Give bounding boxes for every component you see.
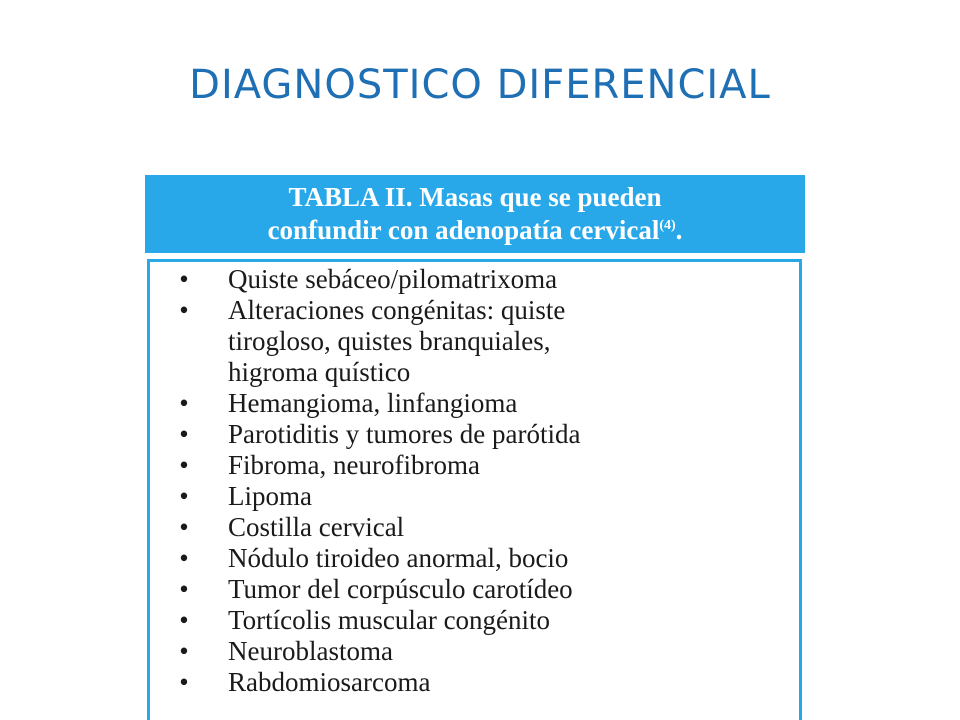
- list-item: [150, 450, 790, 481]
- table-header-end: .: [675, 215, 683, 245]
- list-item-text: Parotiditis y tumores de parótida: [228, 419, 581, 449]
- bullet-icon: •: [179, 264, 189, 294]
- bullet-icon: •: [179, 295, 189, 325]
- list-item-text: Alteraciones congénitas: quiste: [228, 295, 566, 325]
- list-item: [150, 481, 790, 512]
- list-item-text: Tumor del corpúsculo carotídeo: [228, 574, 573, 604]
- bullet-icon: •: [179, 388, 189, 418]
- list-item-text: Quiste sebáceo/pilomatrixoma: [228, 264, 558, 294]
- bullet-icon: •: [179, 481, 189, 511]
- list-item-text: Fibroma, neurofibroma: [228, 450, 480, 480]
- list-item: [150, 419, 790, 450]
- list-item: [150, 667, 790, 698]
- table-header-line1: TABLA II. Masas que se pueden: [288, 182, 662, 212]
- list-item: [150, 388, 790, 419]
- bullet-icon: •: [179, 419, 189, 449]
- table-body: [147, 259, 802, 720]
- list-item: [150, 543, 790, 574]
- list-item-text: Lipoma: [228, 481, 312, 511]
- list-item-text: Tortícolis muscular congénito: [228, 605, 551, 635]
- list-item: [150, 295, 790, 388]
- table-header-reference: (4): [659, 218, 676, 233]
- list-item: [150, 636, 790, 667]
- list-item: [150, 574, 790, 605]
- bullet-icon: •: [179, 450, 189, 480]
- list-item: [150, 264, 790, 295]
- list-item-text: tirogloso, quistes branquiales,: [228, 326, 551, 356]
- bullet-icon: •: [179, 543, 189, 573]
- bullet-icon: •: [179, 512, 189, 542]
- list-item-text: higroma quístico: [228, 357, 411, 387]
- differential-table: [145, 175, 805, 720]
- table-header: [145, 175, 805, 253]
- list-item-text: Costilla cervical: [228, 512, 405, 542]
- bullet-icon: •: [179, 574, 189, 604]
- list-item-text: Rabdomiosarcoma: [228, 667, 431, 697]
- table-header-line2: confundir con adenopatía cervical: [267, 215, 660, 245]
- bullet-icon: •: [179, 636, 189, 666]
- item-list: [150, 264, 790, 698]
- list-item: [150, 512, 790, 543]
- list-item-text: Neuroblastoma: [228, 636, 393, 666]
- list-item-text: Nódulo tiroideo anormal, bocio: [228, 543, 569, 573]
- bullet-icon: •: [179, 667, 189, 697]
- list-item-text: Hemangioma, linfangioma: [228, 388, 518, 418]
- list-item: [150, 605, 790, 636]
- slide-title: DIAGNOSTICO DIFERENCIAL: [189, 62, 771, 108]
- bullet-icon: •: [179, 605, 189, 635]
